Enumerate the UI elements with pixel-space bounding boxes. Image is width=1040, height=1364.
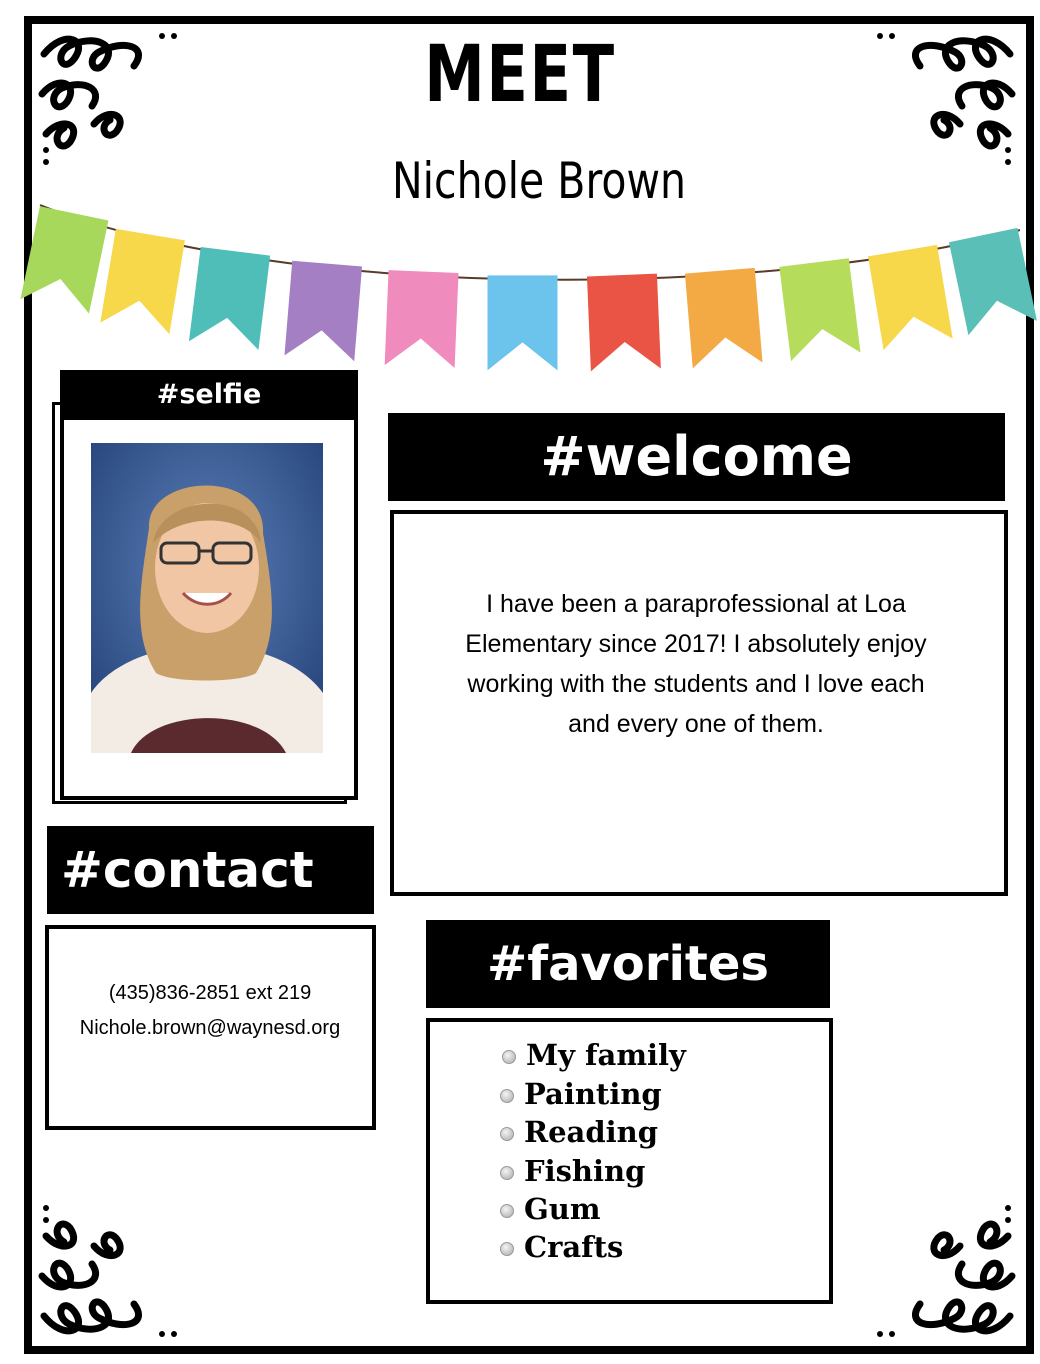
bullet-icon [500, 1127, 514, 1141]
selfie-header [60, 370, 358, 420]
bunting-flag [868, 245, 953, 350]
selfie-label: #selfie [156, 379, 262, 410]
favorites-item [500, 1230, 623, 1264]
favorites-label: #favorites [487, 936, 769, 992]
bunting-flag [685, 268, 763, 368]
welcome-label: #welcome [540, 425, 853, 488]
page-title-meet: MEET [424, 30, 616, 120]
bullet-icon [502, 1050, 516, 1064]
bunting-flag [189, 247, 270, 350]
welcome-line: Elementary since 2017! I absolutely enjoy [465, 630, 927, 658]
bunting-flag [20, 206, 108, 313]
favorites-item-label: Gum [524, 1192, 601, 1226]
contact-phone: (435)836-2851 ext 219 [108, 982, 312, 1004]
bunting-flag [100, 229, 185, 334]
favorites-item-label: Painting [524, 1077, 662, 1111]
bunting-flag [587, 274, 661, 372]
favorites-item [502, 1038, 686, 1072]
bullet-icon [500, 1242, 514, 1256]
welcome-line: working with the students and I love each [467, 670, 925, 698]
bunting-banner [0, 0, 1040, 400]
welcome-line: I have been a paraprofessional at Loa [486, 590, 906, 618]
bullet-icon [500, 1089, 514, 1103]
bullet-icon [500, 1166, 514, 1180]
favorites-item [500, 1077, 662, 1111]
teacher-photo [91, 443, 323, 753]
portrait-illustration [91, 443, 323, 753]
swirl-decoration-bottom-right [870, 1196, 1020, 1346]
favorites-item-label: My family [526, 1038, 686, 1072]
bullet-icon [500, 1204, 514, 1218]
bunting-flag [949, 228, 1037, 335]
favorites-item [500, 1192, 601, 1226]
favorites-item [500, 1154, 645, 1188]
favorites-item-label: Reading [524, 1115, 658, 1149]
favorites-item [500, 1115, 658, 1149]
bunting-flag [385, 270, 459, 368]
welcome-message [418, 584, 974, 744]
favorites-header [426, 920, 830, 1008]
favorites-item-label: Crafts [524, 1230, 624, 1264]
bunting-flag [284, 261, 362, 361]
welcome-header [388, 413, 1005, 501]
bunting-flag [779, 258, 860, 361]
teacher-name: Nichole Brown [391, 152, 686, 210]
contact-header [47, 826, 374, 914]
welcome-line: and every one of them. [568, 710, 824, 738]
favorites-item-label: Fishing [524, 1154, 646, 1188]
contact-email: Nichole.brown@waynesd.org [79, 1017, 341, 1039]
contact-label: #contact [61, 841, 314, 899]
bunting-flag [488, 275, 558, 370]
swirl-decoration-bottom-left [34, 1196, 184, 1346]
